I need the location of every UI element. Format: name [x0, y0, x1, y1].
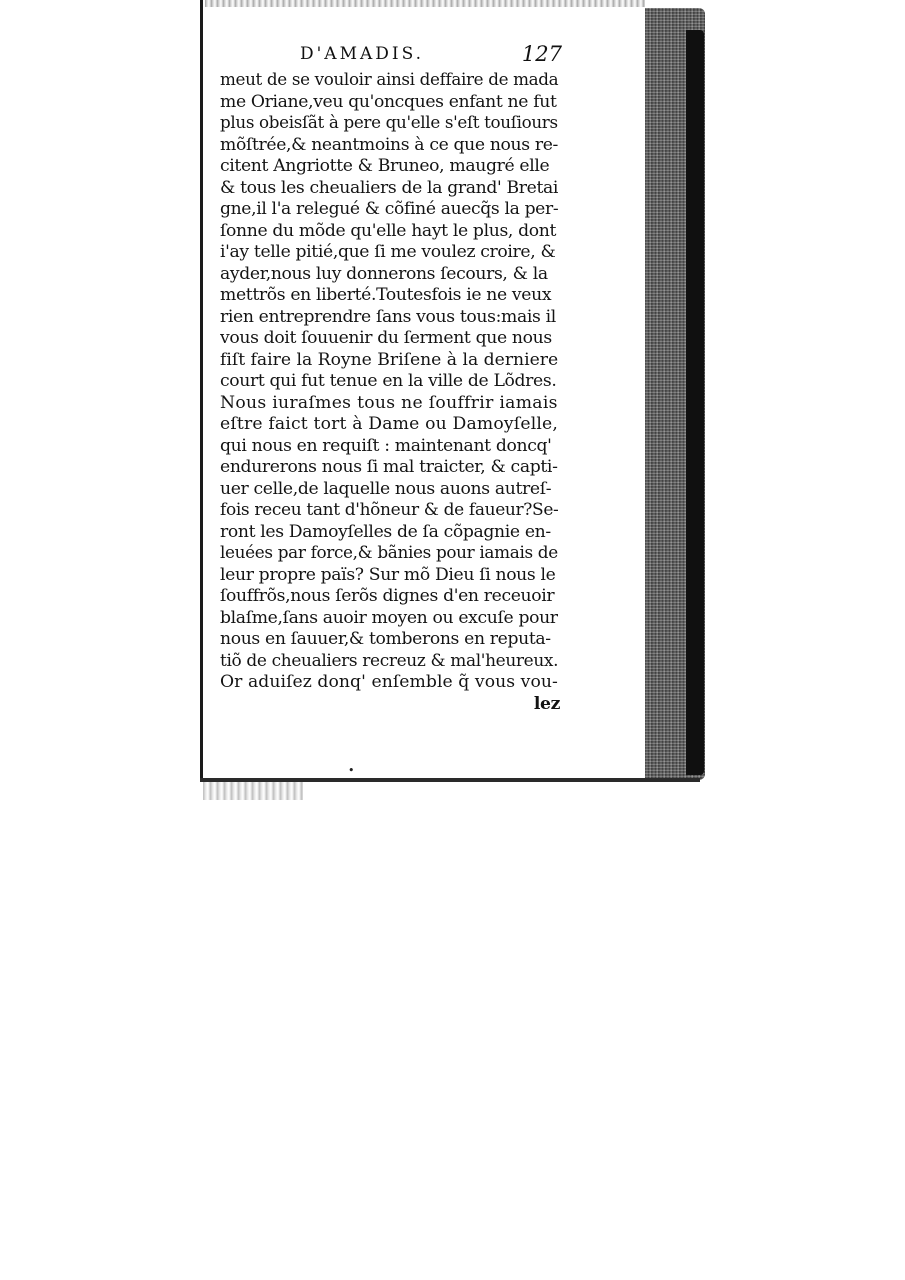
- body-text: [220, 70, 560, 715]
- text-line: mettrõs en liberté.Toutesfois ie ne veux: [220, 285, 552, 305]
- text-line: fois receu tant d'hõneur & de faueur?Se-: [220, 500, 559, 520]
- text-line: gne,il l'a relegué & cõfiné auecq̃s la per-: [220, 199, 559, 219]
- text-line: leuées par force,& bãnies pour iamais de: [220, 543, 558, 563]
- text-line: blaſme,ſans auoir moyen ou excuſe pour: [220, 607, 558, 628]
- text-line: citent Angriotte & Bruneo, maugré elle: [220, 156, 550, 176]
- text-line: ſonne du mõde qu'elle hayt le plus, dont: [220, 220, 557, 241]
- catchword: lez: [533, 693, 560, 714]
- page-top-edge: [205, 0, 645, 7]
- text-line: mõſtrée,& neantmoins à ce que nous re-: [220, 134, 559, 155]
- text-line: plus obeisſãt à pere qu'elle s'eſt touſiours: [220, 113, 558, 133]
- text-line: eſtre faict tort à Dame ou Damoyſelle,: [220, 414, 559, 434]
- running-head: D'AMADIS.: [300, 44, 425, 64]
- text-line: fiſt faire la Royne Briſene à la derniere: [220, 349, 559, 370]
- text-line: Or aduiſez donq' enſemble q̃ vous vou-: [220, 672, 558, 692]
- text-line: & tous les cheualiers de la grand' Bretai: [220, 177, 559, 198]
- text-line: Nous iuraſmes tous ne ſouffrir iamais: [220, 392, 558, 413]
- book-fore-edge-shadow: [686, 30, 704, 775]
- page-header: [300, 44, 562, 70]
- text-line: ayder,nous luy donnerons ſecours, & la: [220, 263, 548, 284]
- printer-mark: •: [348, 764, 355, 777]
- text-line: meut de se vouloir ainsi deffaire de mada: [220, 70, 559, 90]
- text-line: ront les Damoyſelles de ſa cõpagnie en-: [220, 521, 551, 542]
- text-line: nous en ſauuer,& tomberons en reputa-: [220, 629, 551, 649]
- page-bottom-shadow: [203, 782, 303, 800]
- text-line: leur propre païs? Sur mõ Dieu ſi nous le: [220, 564, 556, 585]
- text-line: endurerons nous ſi mal traicter, & capti-: [220, 457, 558, 477]
- text-line: i'ay telle pitié,que ſi me voulez croire, &: [220, 242, 556, 262]
- text-line: ſouffrõs,nous ſerõs dignes d'en receuoir: [220, 586, 555, 606]
- text-line: uer celle,de laquelle nous auons autreſ-: [220, 478, 552, 499]
- text-line: vous doit ſouuenir du ſerment que nous: [220, 328, 552, 348]
- text-line: tiõ de cheualiers recreuz & mal'heureux.: [220, 650, 559, 671]
- text-line: me Oriane,veu qu'oncques enfant ne fut: [220, 91, 557, 112]
- page-number: 127: [521, 42, 562, 66]
- text-line: court qui fut tenue en la ville de Lõdres.: [220, 371, 557, 391]
- text-line: qui nous en requiſt : maintenant doncq': [220, 435, 552, 456]
- text-line: rien entreprendre ſans vous tous:mais il: [220, 306, 556, 327]
